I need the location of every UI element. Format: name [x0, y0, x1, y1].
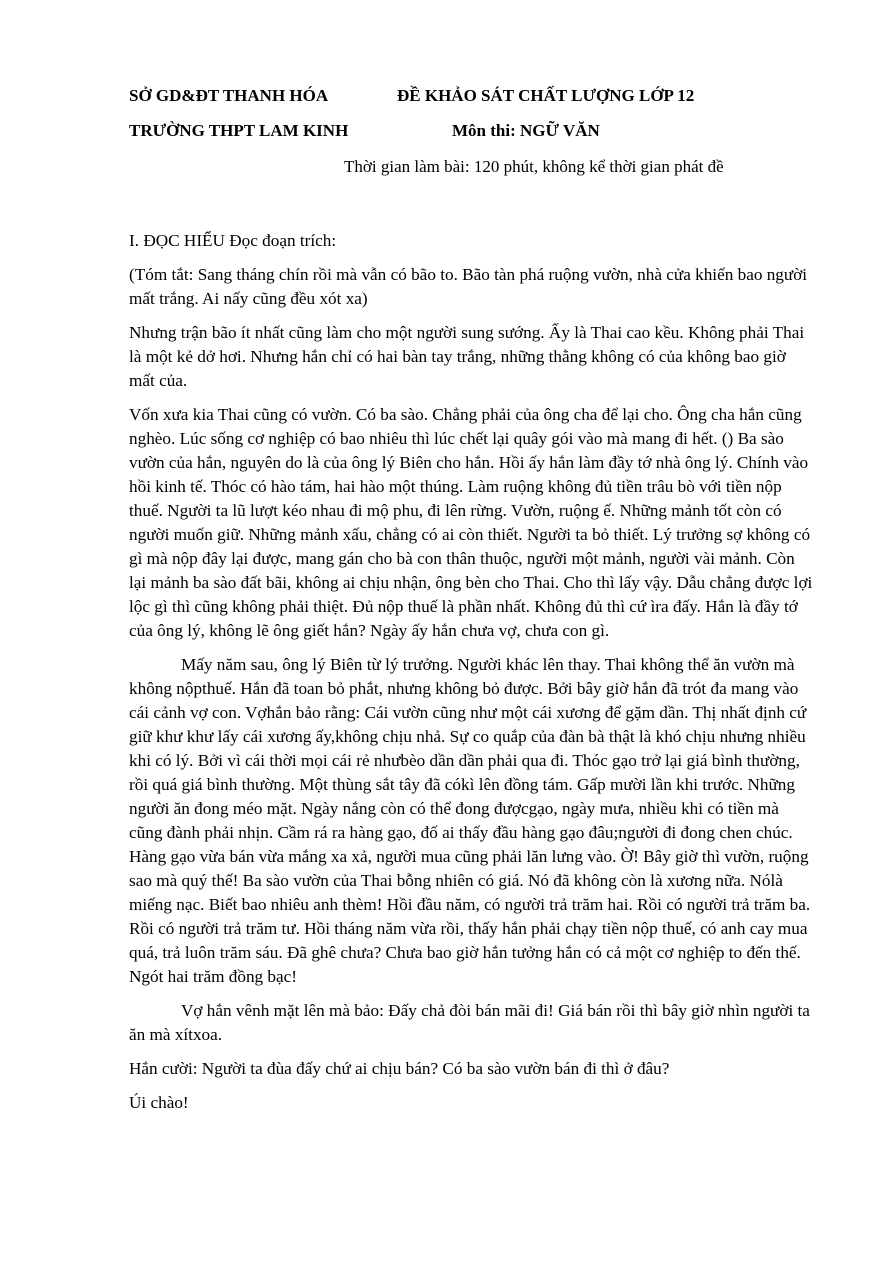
passage-paragraph: Vợ hắn vênh mặt lên mà bảo: Đấy chả đòi bán mãi đi! Giá bán rồi thì bây giờ nhìn người ta ăn mà xítxoa. — [129, 1001, 810, 1044]
summary-paragraph: (Tóm tắt: Sang tháng chín rồi mà vẫn có bão to. Bão tàn phá ruộng vườn, nhà cửa khiến bao người mất trắng. Ai nấy cũng đều xót xa) — [129, 265, 808, 308]
passage-paragraph: Hắn cười: Người ta đùa đấy chứ ai chịu bán? Có ba sào vườn bán đi thì ở đâu? — [129, 1059, 670, 1078]
section-heading: I. ĐỌC HIỂU Đọc đoạn trích: — [129, 231, 337, 250]
exam-title: ĐỀ KHẢO SÁT CHẤT LƯỢNG LỚP 12 — [397, 86, 695, 105]
department-name: SỞ GD&ĐT THANH HÓA — [129, 86, 329, 105]
passage-paragraph: Úi chào! — [129, 1093, 189, 1112]
time-limit: Thời gian làm bài: 120 phút, không kể thời gian phát đề — [344, 157, 724, 176]
school-name: TRƯỜNG THPT LAM KINH — [129, 121, 349, 140]
passage-paragraph: Nhưng trận bão ít nhất cũng làm cho một người sung sướng. Ấy là Thai cao kều. Không phải Thai là một kẻ dở hơi. Nhưng hắn chỉ có hai bàn tay trắng, những thằng không có của không bao giờ mất của. — [129, 323, 805, 390]
reading-section — [129, 229, 813, 1125]
subject-label: Môn thi: NGỮ VĂN — [452, 121, 600, 140]
passage-paragraph: Mấy năm sau, ông lý Biên từ lý trưởng. Người khác lên thay. Thai không thể ăn vườn mà không nộpthuế. Hắn đã toan bỏ phắt, nhưng không bỏ được. Bởi bây giờ hắn đã trót đa mang vào cái cảnh vợ con. Vợhắn bảo rằng: Cái vườn cũng như một cái xương để gặm dần. Thị nhất định cứ giữ khư khư lấy cái xương ấy,không chịu nhả. Sự co quắp của đàn bà thật là khó chịu nhưng nhiều khi có lý. Bởi vì cái thời mọi cái rẻ nhưbèo dần dần phải qua đi. Thóc gạo trở lại giá bình thường, rồi quá giá bình thường. Một thùng sắt tây đã cókì lên đồng tám. Gấp mười lần khi trước. Những người ăn đong méo mặt. Ngày nắng còn có thể đong đượcgạo, ngày mưa, nhiều khi có tiền mà cũng đành phải nhịn. Cầm rá ra hàng gạo, đố ai thấy đầu hàng gạo đâu;người đi đong chen chúc. Hàng gạo vừa bán vừa mắng xa xả, người mua cũng phải lăn lưng vào. Ờ! Bây giờ thì vườn, ruộng sao mà quý thế! Ba sào vườn của Thai bỗng nhiên có giá. Nó đã không còn là xương nữa. Nólà miếng nạc. Biết bao nhiêu anh thèm! Hồi đầu năm, có người trả trăm hai. Rồi có người trả trăm ba. Rồi có người trả trăm tư. Hồi tháng năm vừa rồi, thấy hắn phải chạy tiền nộp thuế, có anh cay mua quá, trả luôn trăm sáu. Đã ghê chưa? Chưa bao giờ hắn tưởng hắn có cả một cơ nghiệp to đến thế. Ngót hai trăm đồng bạc! — [129, 655, 811, 986]
passage-paragraph: Vốn xưa kia Thai cũng có vườn. Có ba sào. Chẳng phải của ông cha để lại cho. Ông cha hắn cũng nghèo. Lúc sống cơ nghiệp có bao nhiêu thì lúc chết lại quây gói vào mà mang đi hết. () Ba sào vườn của hắn, nguyên do là của ông lý Biên cho hắn. Hồi ấy hắn làm đầy tớ nhà ông lý. Chính vào hồi kinh tế. Thóc có hào tám, hai hào một thúng. Làm ruộng không đủ tiền trâu bò với tiền nộp thuế. Người ta lũ lượt kéo nhau đi mộ phu, đi lên rừng. Vườn, ruộng ế. Những mảnh tốt còn có người muốn giữ. Những mảnh xấu, chẳng có ai còn thiết. Người ta bỏ thiết. Lý trưởng sợ không có gì mà nộp đây lại được, mang gán cho bà con thân thuộc, người một mảnh, người vài mảnh. Còn lại mảnh ba sào đất bãi, không ai chịu nhận, ông bèn cho Thai. Cho thì lấy vậy. Dẫu chẳng được lợi lộc gì thì cũng không phải thiệt. Đủ nộp thuế là phần nhất. Không đủ thì cứ ìra đấy. Hắn là đầy tớ của ông lý, không lẽ ông giết hắn? Ngày ấy hắn chưa vợ, chưa con gì. — [129, 405, 813, 640]
